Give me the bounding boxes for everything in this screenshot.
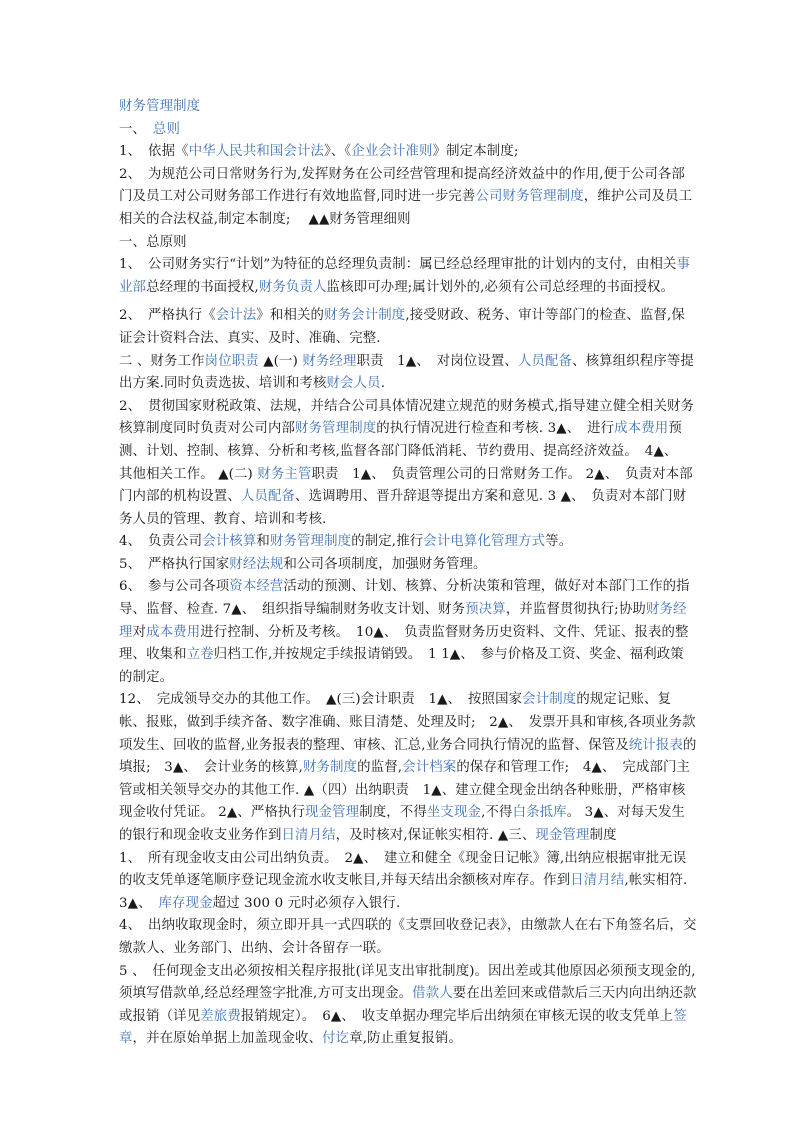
paragraph-text: 章,防止重复报销。	[349, 1031, 462, 1047]
term-link[interactable]: 总则	[152, 121, 181, 137]
paragraph-text: 职责 1▲、 对岗位设置、	[356, 353, 518, 369]
paragraph	[119, 689, 697, 847]
paragraph-text: 》和相关的	[256, 308, 325, 324]
paragraph	[119, 961, 697, 1051]
paragraph-text: ,帐实相符. 3▲、	[119, 873, 706, 911]
term-link[interactable]: 白条抵库	[512, 805, 567, 821]
paragraph-text: 制度，不得	[359, 805, 427, 821]
paragraph-text: 二 、财务工作	[119, 353, 205, 369]
term-link[interactable]: 成本费用	[614, 421, 669, 437]
paragraph-text: 4、 出纳收取现金时，须立即开具一式四联的《支票回收登记表》，由缴款人在右下角签名后，交缴款人、业务部门、出纳、会计各留存一联。	[119, 918, 697, 956]
paragraph-text: 归档工作,并按规定手续报请销毁。 1 1▲、 参与价格及工资、奖金、福利政策的制定。	[119, 647, 684, 685]
term-link[interactable]: 财务会计制度	[324, 308, 406, 324]
paragraph-text: 5 、 任何现金支出必须按相关程序报批(详见支出审批制度)。因出差或其他原因必须预支现金的,须填写借款单,经总经理签字批准,方可支出现金。	[119, 963, 696, 1002]
term-link[interactable]: 中华人民共和国会计法	[188, 144, 325, 160]
paragraph-text: ，维护公司及员工相关的合法权益,制定本制度; ▲▲财务管理细则	[119, 189, 693, 227]
paragraph-text: ,不得	[481, 805, 513, 821]
paragraph-text: 2、 贯彻国家财税政策、法规，并结合公司具体情况建立规范的财务模式,指导建立健全相关财务核算制度同时负责对公司内部	[119, 398, 695, 437]
term-link[interactable]: 差旅费	[200, 1008, 241, 1024]
term-link[interactable]: 立卷	[186, 647, 214, 663]
term-link[interactable]: 公司财务管理制度	[475, 189, 584, 205]
paragraph	[119, 351, 697, 396]
paragraph-text: 12、 完成领导交办的其他工作。 ▲(三)会计职责 1▲、 按照国家	[119, 692, 523, 708]
paragraph	[119, 554, 697, 577]
paragraph-text: 》、《	[324, 144, 352, 160]
term-link[interactable]: 岗位职责	[204, 353, 259, 369]
paragraph-text: 要在出差回来或借款后三天内向出纳还款或报销（详见	[119, 986, 697, 1024]
paragraph	[119, 119, 697, 142]
paragraph-text: ，并监督贯彻执行;协助	[505, 602, 646, 618]
document-body	[119, 96, 706, 1051]
paragraph-text: 1、 所有现金收支由公司出纳负责。 2▲、 建立和健全《现金日记帐》簿,出纳应根据审批无误的收支凭单逐笔顺序登记现金流水收支帐目,并每天结出余额核对库存。作到	[119, 850, 687, 889]
paragraph	[119, 576, 697, 689]
paragraph-text: 预测、计划、控制、核算、分析和考核,监督各部门降低消耗、节约费用、提高经济效益。 4▲、 其他相关工作。 ▲(二)	[119, 421, 685, 482]
term-link[interactable]: 财务经理	[302, 353, 357, 369]
term-link[interactable]: 会计档案	[402, 760, 457, 776]
term-link[interactable]: 财经法规	[229, 556, 284, 572]
term-link[interactable]: 事业部	[119, 257, 691, 295]
paragraph-text: 的规定记账、复帐、报账，做到手续齐备、数字准确、账目清楚、处理及时; 2▲、 发票开具和审核,各项业务款项发生、回收的监督,业务报表的整理、审核、汇总,业务合同执行情况的监督、保管及	[119, 692, 696, 753]
paragraph	[119, 141, 697, 164]
paragraph-text: 一、	[119, 121, 153, 137]
term-link[interactable]: 财务管理制度	[295, 421, 377, 437]
paragraph-text: 对	[132, 624, 147, 640]
paragraph-text: ,接受财政、税务、审计等部门的检查、监督,保证会计资料合法、真实、及时、准确、完整.	[119, 308, 685, 346]
paragraph-text: 1、 依据《	[119, 144, 189, 160]
term-link[interactable]: 付讫	[322, 1031, 350, 1047]
term-link[interactable]: 资本经营	[229, 579, 284, 595]
term-link[interactable]: 现金管理	[305, 805, 360, 821]
term-link[interactable]: 会计法	[215, 308, 257, 324]
term-link[interactable]: 日清月结	[570, 873, 625, 889]
term-link[interactable]: 日清月结	[281, 828, 336, 843]
paragraph-text: 2、 为规范公司日常财务行为,发挥财务在公司经营管理和提高经济效益中的作用,便于公司各部门及员工对公司财务部工作进行有效地监督,同时进一步完善	[119, 166, 685, 205]
paragraph-text: 2、 严格执行《	[119, 308, 216, 324]
paragraph-text: 4、 负责公司	[119, 534, 203, 550]
paragraph-text: 的填报; 3▲、 会计业务的核算,	[119, 737, 697, 776]
term-link[interactable]: 企业会计准则	[351, 144, 433, 160]
term-link[interactable]: 预决算	[465, 602, 506, 618]
paragraph-text: 进行控制、分析及考核。 10▲、 负责监督财务历史资料、文件、凭证、报表的整理、收集和	[119, 624, 689, 663]
paragraph-text: 1、 公司财务实行“计划”为特征的总经理负责制：属已经总经理审批的计划内的支付，由相关	[119, 257, 677, 273]
term-link[interactable]: 统计报表	[628, 737, 683, 753]
paragraph-text: 的执行情况进行检查和考核. 3▲、 进行	[376, 421, 615, 437]
paragraph-text: 的监督,	[357, 760, 403, 776]
paragraph-text: 。 3▲、对每天发生的银行和现金收支业务作到	[119, 805, 686, 843]
paragraph-text: 制度	[589, 828, 617, 843]
paragraph-text: 5、 严格执行国家	[119, 556, 230, 572]
paragraph-text: .	[380, 376, 386, 392]
paragraph-text: 等。	[545, 534, 573, 550]
paragraph-text: 、选调聘用、晋升辞退等提出方案和意见. 3 ▲、 负责对本部门财务人员的管理、教育、培训和考核.	[119, 489, 687, 527]
paragraph	[119, 915, 697, 960]
term-link[interactable]: 签章	[119, 1008, 687, 1047]
paragraph	[119, 848, 706, 916]
term-link[interactable]: 现金管理	[535, 828, 590, 843]
paragraph-text: 超过 300 0 元时必须存入银行.	[212, 895, 401, 911]
paragraph-text: 总经理的书面授权,	[146, 279, 259, 295]
paragraph-text: 6、 参与公司各项	[119, 579, 230, 595]
term-link[interactable]: 会计核算	[202, 534, 257, 550]
paragraph-text: 和	[256, 534, 270, 550]
term-link[interactable]: 会计制度	[522, 692, 577, 708]
paragraph	[119, 305, 697, 350]
term-link[interactable]: 库存现金	[158, 895, 213, 911]
paragraph-text: 活动的预测、计划、核算、分析决策和管理，做好对本部门工作的指导、监督、检查. 7▲、 组织指导编制财务收支计划、财务	[119, 579, 690, 618]
paragraph	[119, 232, 697, 255]
term-link[interactable]: 人员配备	[240, 489, 296, 505]
paragraph-text: 报销规定）。 6▲、 收支单据办理完毕后出纳须在审核无误的收支凭单上	[240, 1008, 674, 1024]
paragraph	[119, 396, 697, 532]
term-link[interactable]: 财务主管	[257, 466, 312, 482]
paragraph-text: 、核算组织程序等提出方案.同时负责选拔、培训和考核	[119, 353, 694, 392]
paragraph-text: ▲(一)	[258, 353, 303, 369]
term-link[interactable]: 财务经理	[119, 602, 687, 640]
paragraph-text: 和公司各项制度，加强财务管理。	[283, 556, 487, 572]
paragraph-text: ，并在原始单据上加盖现金收、	[132, 1031, 323, 1047]
paragraph-text: 的制定,推行	[351, 534, 424, 550]
paragraph-text: 职责 1▲、 负责管理公司的日常财务工作。 2▲、 负责对本部门内部的机构设置、	[119, 466, 693, 505]
term-link[interactable]: 坐支现金	[426, 805, 482, 821]
term-link[interactable]: 人员配备	[517, 353, 573, 369]
term-link[interactable]: 财务制度	[302, 760, 358, 776]
paragraph-text: 的保存和管理工作; 4▲、 完成部门主管或相关领导交办的其他工作. ▲（四）出纳职责 1▲、建立健全现金出纳各种账册，严格审核现金收付凭证。 2▲、严格执行	[119, 760, 691, 821]
term-link[interactable]: 借款人	[412, 986, 453, 1002]
term-link[interactable]: 财务负责人	[258, 279, 327, 295]
term-link[interactable]: 财会人员	[326, 376, 381, 392]
paragraph-text: 监核即可办理;属计划外的,必须有公司总经理的书面授权。	[326, 279, 675, 295]
paragraph-text: ，及时核对,保证帐实相符. ▲三、	[335, 828, 536, 843]
paragraph-text: 》制定本制度;	[432, 144, 519, 160]
paragraph	[119, 531, 697, 554]
paragraph-text: 一、总原则	[119, 234, 187, 250]
paragraph	[119, 254, 697, 299]
term-link[interactable]: 成本费用	[146, 624, 201, 640]
paragraph	[119, 164, 697, 232]
term-link[interactable]: 会计电算化管理方式	[423, 534, 546, 550]
term-link[interactable]: 财务管理制度	[269, 534, 352, 550]
document-title: 财务管理制度	[119, 99, 201, 114]
